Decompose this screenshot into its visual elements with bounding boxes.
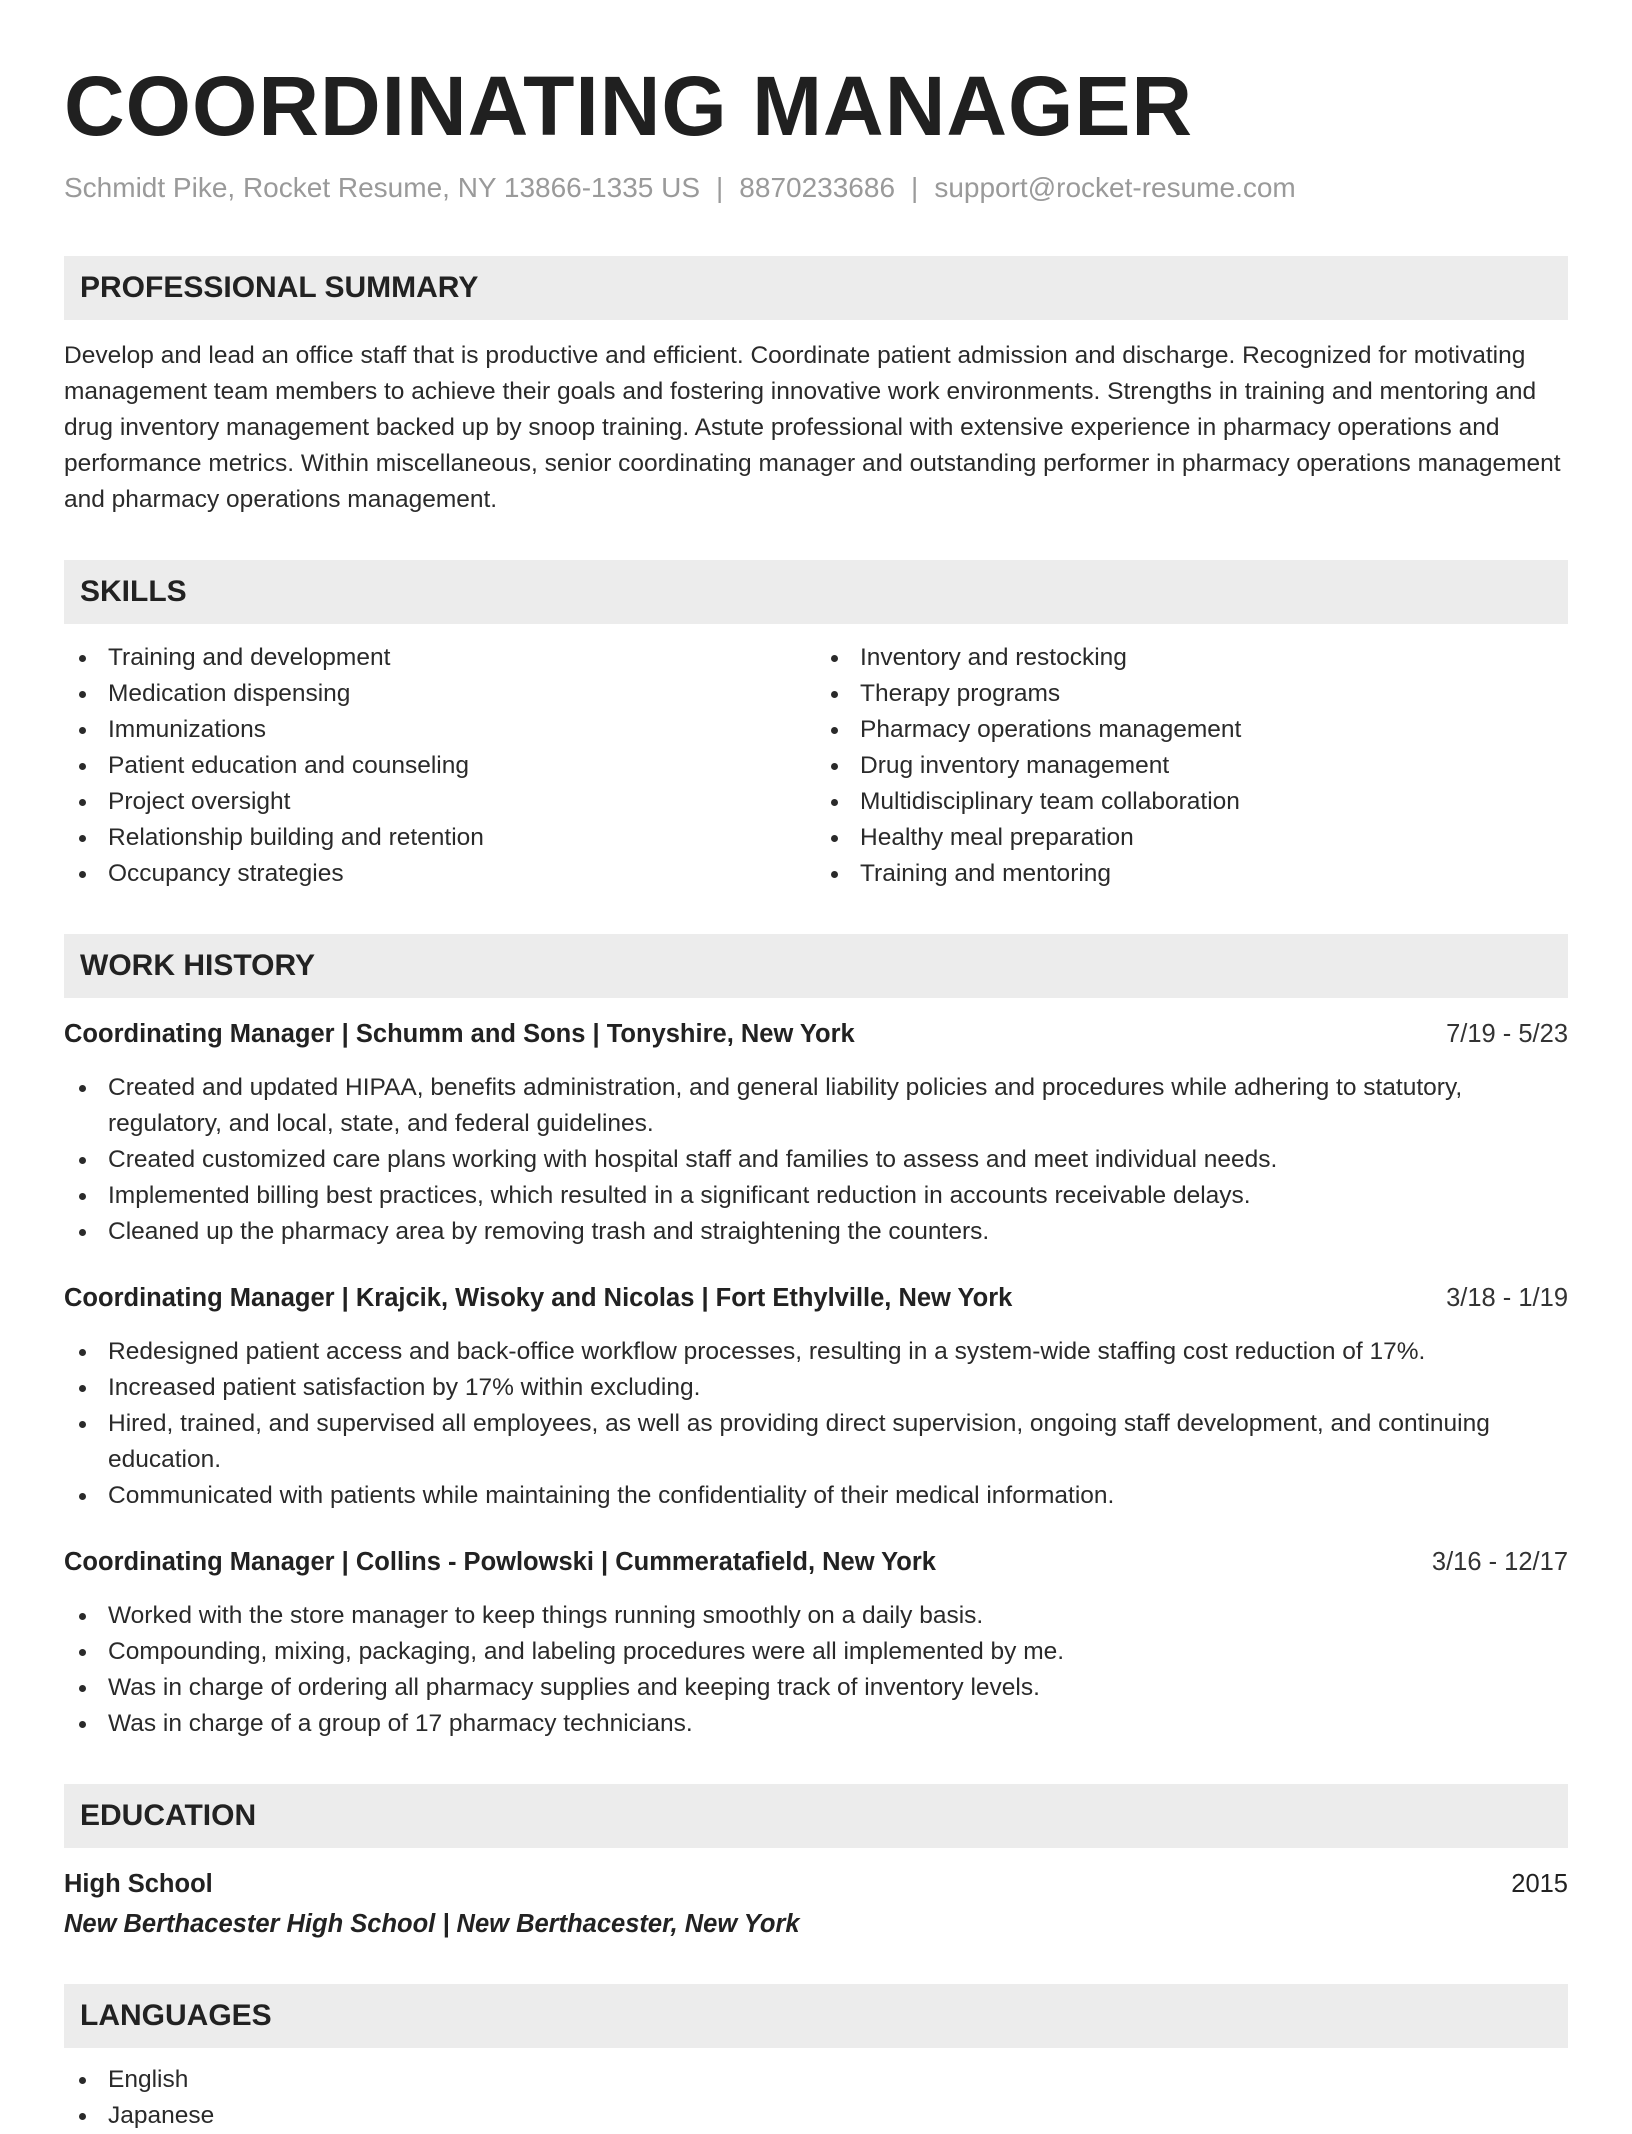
education-degree: High School [64,1870,213,1898]
job-bullet: Was in charge of ordering all pharmacy supplies and keeping track of inventory levels. [64,1670,1568,1706]
education-school: New Berthacester High School | New Berthacester, New York [64,1910,800,1938]
job-entry [64,1544,1568,1742]
skills-column-left [64,640,816,892]
job-bullet: Increased patient satisfaction by 17% within excluding. [64,1370,1568,1406]
contact-separator: | [716,172,724,203]
skills-list [64,640,1568,892]
job-bullet: Hired, trained, and supervised all employees, as well as providing direct supervision, ongoing staff development, and continuing education. [64,1406,1568,1478]
skill-item: Healthy meal preparation [816,820,1568,856]
skill-item: Occupancy strategies [64,856,816,892]
skill-item: Immunizations [64,712,816,748]
education-entry [64,1866,1568,1942]
section-heading-languages: LANGUAGES [64,1984,1568,2048]
skill-item: Drug inventory management [816,748,1568,784]
job-bullet: Redesigned patient access and back-office workflow processes, resulting in a system-wide staffing cost reduction of 17%. [64,1334,1568,1370]
skill-item: Inventory and restocking [816,640,1568,676]
skill-item: Project oversight [64,784,816,820]
education-header [64,1866,1568,1902]
section-heading-education: EDUCATION [64,1784,1568,1848]
section-heading-summary: PROFESSIONAL SUMMARY [64,256,1568,320]
education-year: 2015 [1511,1870,1568,1898]
job-dates: 7/19 - 5/23 [1446,1020,1568,1048]
contact-phone: 8870233686 [739,172,896,203]
skill-item: Pharmacy operations management [816,712,1568,748]
job-bullet: Created and updated HIPAA, benefits administration, and general liability policies and procedures while adhering to statutory, regulatory, and local, state, and federal guidelines. [64,1070,1568,1142]
contact-line [64,170,1568,206]
contact-email[interactable]: support@rocket-resume.com [934,172,1296,203]
job-bullet: Implemented billing best practices, which resulted in a significant reduction in accounts receivable delays. [64,1178,1568,1214]
skills-column-right [816,640,1568,892]
job-bullet: Was in charge of a group of 17 pharmacy technicians. [64,1706,1568,1742]
job-bullets [64,1070,1568,1250]
job-title: Coordinating Manager | Collins - Powlowski | Cummeratafield, New York [64,1548,936,1576]
skill-item: Training and mentoring [816,856,1568,892]
skill-item: Multidisciplinary team collaboration [816,784,1568,820]
language-item: Japanese [64,2098,1568,2134]
language-item: English [64,2062,1568,2098]
section-heading-work-history: WORK HISTORY [64,934,1568,998]
job-bullets [64,1598,1568,1742]
skill-item: Medication dispensing [64,676,816,712]
section-heading-skills: SKILLS [64,560,1568,624]
contact-address: Schmidt Pike, Rocket Resume, NY 13866-1335 US [64,172,701,203]
job-title: Coordinating Manager | Krajcik, Wisoky and Nicolas | Fort Ethylville, New York [64,1284,1013,1312]
languages-list [64,2062,1568,2134]
job-header [64,1016,1568,1052]
job-title: Coordinating Manager | Schumm and Sons | Tonyshire, New York [64,1020,855,1048]
skill-item: Therapy programs [816,676,1568,712]
job-entry [64,1016,1568,1250]
job-bullet: Worked with the store manager to keep things running smoothly on a daily basis. [64,1598,1568,1634]
job-bullet: Cleaned up the pharmacy area by removing trash and straightening the counters. [64,1214,1568,1250]
job-dates: 3/18 - 1/19 [1446,1284,1568,1312]
skill-item: Training and development [64,640,816,676]
job-dates: 3/16 - 12/17 [1431,1548,1568,1576]
skill-item: Patient education and counseling [64,748,816,784]
job-bullet: Communicated with patients while maintaining the confidentiality of their medical information. [64,1478,1568,1514]
resume-name: COORDINATING MANAGER [64,59,1194,153]
summary-text: Develop and lead an office staff that is productive and efficient. Coordinate patient admission and discharge. Recognized for motivating management team members to achieve their goals and fostering innovative work environments. Strengths in training and mentoring and drug inventory management backed up by snoop training. Astute professional with extensive experience in pharmacy operations and performance metrics. Within miscellaneous, senior coordinating manager and outstanding performer in pharmacy operations management and pharmacy operations management. [64,342,1561,513]
job-bullets [64,1334,1568,1514]
job-header [64,1544,1568,1580]
job-header [64,1280,1568,1316]
job-bullet: Compounding, mixing, packaging, and labeling procedures were all implemented by me. [64,1634,1568,1670]
skill-item: Relationship building and retention [64,820,816,856]
job-entry [64,1280,1568,1514]
job-bullet: Created customized care plans working with hospital staff and families to assess and meet individual needs. [64,1142,1568,1178]
contact-separator: | [911,172,919,203]
